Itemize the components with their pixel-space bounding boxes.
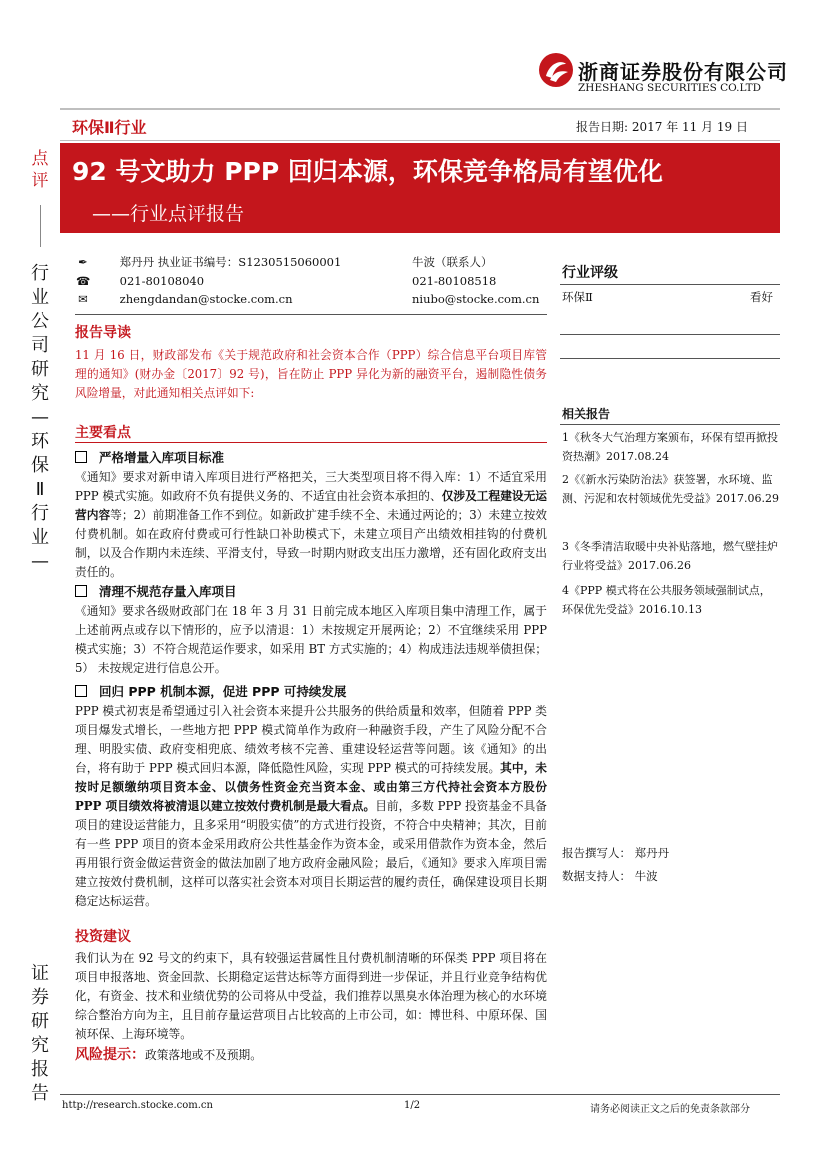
analyst-name: 郑丹丹 执业证书编号：S1230515060001 — [119, 255, 342, 269]
phone-icon: ☎ — [76, 274, 91, 288]
related-divider — [560, 424, 780, 425]
contact-name: 牛波（联系人） — [412, 255, 493, 269]
footer-url[interactable]: http://research.stocke.com.cn — [62, 1100, 213, 1111]
point1-text-c: 等；2）前期准备工作不到位。如新政扩建手续不全、未通过两论的；3）未建立按效付费机制。如在政府付费或可行性缺口补助模式下，未建立项目产出绩效相挂钩的付费机制，以及合作期内未连续、平滑支付，导致一时期内财政支出压力激增，还有固化政府支出责任的。 — [75, 508, 547, 579]
related-title: 相关报告 — [562, 407, 611, 421]
guide-heading: 报告导读 — [75, 325, 131, 341]
risk-line — [75, 1044, 547, 1064]
guide-text: 11 月 16 日，财政部发布《关于规范政府和社会资本合作（PPP）综合信息平台项目库管理的通知》(财办金〔2017〕92 号)，旨在防止 PPP 异化为新的融资平台，遏制隐性债务风险增量，对此通知相关点评如下: — [75, 348, 547, 400]
point3-heading — [75, 682, 346, 700]
industry-tag: 环保Ⅱ行业 — [72, 118, 147, 137]
checkbox-icon — [75, 451, 87, 463]
contact-email[interactable]: niubo@stocke.com.cn — [412, 292, 540, 306]
report-data-support: 数据支持人： 牛波 — [562, 869, 658, 883]
footer-divider — [60, 1094, 780, 1095]
related-item[interactable]: 3《冬季清洁取暖中央补贴落地，燃气壁挂炉行业将受益》2017.06.26 — [562, 540, 778, 572]
risk-text: 政策落地或不及预期。 — [145, 1048, 262, 1062]
contacts-divider — [75, 314, 547, 315]
company-name-en: ZHESHANG SECURITIES CO.LTD — [578, 82, 762, 94]
report-subtitle: ——行业点评报告 — [92, 203, 245, 225]
footer-disclaimer: 请务必阅读正文之后的免责条款部分 — [590, 1104, 750, 1115]
main-heading-underline — [75, 442, 547, 443]
point2-title: 清理不规范存量入库项目 — [99, 584, 237, 599]
checkbox-icon — [75, 685, 87, 697]
report-title: 92 号文助力 PPP 回归本源，环保竞争格局有望优化 — [72, 157, 663, 186]
header-divider-bottom — [60, 140, 780, 141]
mail-icon: ✉ — [78, 292, 88, 306]
point3-title: 回归 PPP 机制本源，促进 PPP 可持续发展 — [99, 684, 347, 699]
related-item[interactable]: 1《秋冬大气治理方案颁布，环保有望再掀投资热潮》2017.08.24 — [562, 431, 778, 463]
contact-phone: 021-80108518 — [412, 274, 497, 288]
checkbox-icon — [75, 585, 87, 597]
report-date: 报告日期: 2017 年 11 月 19 日 — [576, 120, 749, 134]
company-name-cn: 浙商证券股份有限公司 — [578, 60, 788, 84]
point1-title: 严格增量入库项目标准 — [99, 450, 225, 465]
rating-line-2 — [560, 358, 780, 359]
analyst-phone: 021-80108040 — [119, 274, 205, 288]
related-item[interactable]: 4《PPP 模式将在公共服务领域强制试点，环保优先受益》2016.10.13 — [562, 584, 771, 616]
rating-line-1 — [560, 334, 780, 335]
point2-heading — [75, 582, 237, 600]
analyst-phone-row — [76, 274, 204, 292]
point3-text-bold: 其中，未按时足额缴纳项目资本金、以债务性资金充当资本金、或由第三方代持社会资本方股份 PPP 项目绩效将被清退以建立按效付费机制是最大看点。 — [75, 761, 547, 813]
page-number: 1/2 — [404, 1100, 421, 1111]
side-label-mid: 行业公司研究—环保Ⅱ行业— — [31, 263, 49, 572]
point1-text — [75, 468, 547, 582]
main-heading: 主要看点 — [75, 425, 131, 441]
invest-heading: 投资建议 — [75, 929, 131, 945]
rating-value: 看好 — [750, 290, 773, 304]
header-divider-top — [60, 108, 780, 110]
pen-icon: ✒ — [78, 255, 88, 269]
point3-text-a: PPP 模式初衷是希望通过引入社会资本来提升公共服务的供给质量和效率，但随着 PPP 类项目爆发式增长，一些地方把 PPP 模式简单作为政府一种融资手段，产生了风险分配不合理、明股实债、政府变相兜底、绩效考核不完善、重建设轻运营等问题。该《通知》的出台，将有助于 PPP 模式回归本源，降低隐性风险，实现 PPP 模式的可持续发展。 — [75, 704, 547, 775]
rating-divider — [560, 284, 780, 285]
point1-heading — [75, 448, 224, 466]
invest-text: 我们认为在 92 号文的约束下，具有较强运营属性且付费机制清晰的环保类 PPP 项目将在项目申报落地、资金回款、长期稳定运营达标等方面得到进一步保证，并且行业竞争结构优化，有资金、技术和业绩优势的公司将从中受益，我们推荐以黑臭水体治理为核心的水环境综合整治方向为主，且目前存量运营项目占比较高的上市公司，如：博世科、中原环保、国祯环保、上海环境等。 — [75, 951, 547, 1041]
point2-text: 《通知》要求各级财政部门在 18 年 3 月 31 日前完成本地区入库项目集中清理工作，属于上述前两点或存以下情形的，应予以清退：1）未按规定开展两论；2）不宜继续采用 PPP 模式实施；3）不符合规范运作要求，如采用 BT 方式实施的；4）构成违法违规举债担保；5） 未按规定进行信息公开。 — [75, 604, 547, 675]
side-label-top: 点评 — [31, 149, 49, 191]
related-item[interactable]: 2《《新水污染防治法》获签署，水环境、监测、污泥和农村领域优先受益》2017.06.29 — [562, 473, 779, 505]
rating-industry: 环保Ⅱ — [562, 290, 593, 304]
analyst-row — [76, 254, 341, 272]
side-divider — [40, 205, 41, 247]
rating-title: 行业评级 — [562, 265, 618, 281]
point1-text-bold: 仅涉及工程建设无运营内容 — [75, 489, 547, 522]
point1-text-a: 《通知》要求对新申请入库项目进行严格把关，三大类型项目将不得入库：1）不适宜采用 PPP 模式实施。如政府不负有提供义务的、不适宜由社会资本承担的、 — [75, 470, 547, 503]
report-writer: 报告撰写人： 郑丹丹 — [562, 846, 670, 860]
company-logo-icon — [538, 52, 574, 88]
side-label-bottom: 证券研究报告 — [31, 963, 49, 1104]
point3-text-c: 目前，多数 PPP 投资基金不具备项目的建设运营能力，且多采用“明股实债”的方式进行投资，不符合中央精神；其次，目前有一些 PPP 项目的资本金采用政府公共性基金作为资本金，或采用借款作为资本金，然后再用银行资金做运营资金的做法加剧了地方政府金融风险；最后，《通知》要求入库项目需建立按效付费机制，这样可以落实社会资本对项目长期运营的履约责任，确保建设项目长期稳定达标运营。 — [75, 799, 547, 908]
analyst-email-row — [76, 292, 293, 310]
analyst-email[interactable]: zhengdandan@stocke.com.cn — [119, 292, 293, 306]
point3-text — [75, 702, 547, 911]
risk-heading: 风险提示： — [75, 1047, 145, 1063]
